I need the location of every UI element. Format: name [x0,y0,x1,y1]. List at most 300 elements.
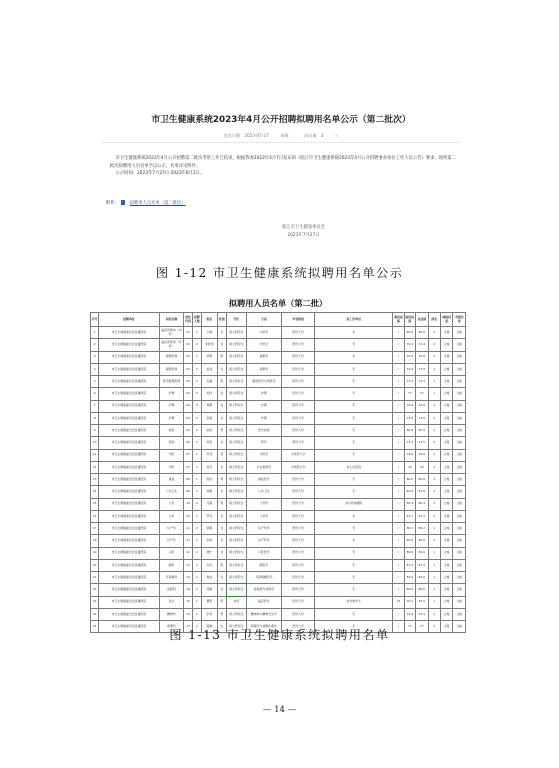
table-cell: 护理 [246,400,281,412]
table-cell: 04 [184,412,192,424]
table-cell: 1 [428,474,440,486]
table-cell: 72.4 [404,339,415,351]
table-cell: 合格 [440,474,452,486]
table-cell: 8 [91,412,99,424]
table-cell: 急诊 [159,596,184,608]
table-cell: 10 [91,437,99,449]
table-cell: 眼科 [159,559,184,571]
table-cell: 80.6 [404,474,415,486]
table-cell: 合格 [440,584,452,596]
table-cell: / [393,449,404,461]
figure-caption: 图 1-12 市卫生健康系统拟聘用名单公示 [155,266,404,280]
table-cell: 无 [315,547,393,559]
table-cell: 麻醉学 [246,363,281,375]
announcement-title: 市卫生健康系统2023年4月公开招聘拟聘用名单公示（第二批次） [151,115,411,125]
table-cell: 妇产科 [159,535,184,547]
table-cell: 1 [428,486,440,498]
table-cell: 市妇幼保健院 [315,498,393,510]
table-cell: 硕士研究生 [227,608,247,620]
table-cell: / [393,584,404,596]
table-cell: 14 [91,486,99,498]
table-cell: 医科大学 [282,327,315,339]
table-cell: 市卫生健康委员会直属医院 [99,621,159,633]
table-cell: 医科大学 [282,621,315,633]
attachment-link[interactable]: 拟聘用人员名单（第二批次） [129,201,186,206]
table-cell: 医科大学 [282,547,315,559]
table-cell: 硕士研究生 [227,498,247,510]
table-cell: 中医 [159,449,184,461]
table-cell: 女 [217,523,226,535]
table-cell: 1 [428,572,440,584]
column-header: 岗位名称 [159,313,184,327]
table-cell: 合格 [453,535,466,547]
table-cell: 1 [192,621,201,633]
announcement-panel [92,100,470,248]
table-cell: 合格 [440,339,452,351]
table-cell: 合格 [453,412,466,424]
table-cell: 2 [428,400,440,412]
table-cell: 宋雨 [202,535,218,547]
table-cell: / [393,474,404,486]
table-cell: 合格 [453,400,466,412]
table-cell: 73.5 [416,437,428,449]
table-cell: 76 [404,461,415,473]
table-cell: 16 [91,510,99,522]
table-cell: 赵丽 [202,363,218,375]
table-cell: 2 [428,437,440,449]
table-cell: 合格 [453,327,466,339]
table-cell: 女 [217,327,226,339]
table-cell: 3 [91,351,99,363]
table-cell: 1 [428,461,440,473]
table-cell: 临床医师岗（内科） [159,327,184,339]
table-cell: 2 [192,351,201,363]
table-row [91,425,466,437]
column-header: 序号 [91,313,99,327]
page-number: — 14 — [262,705,297,715]
table-cell: 12 [184,547,192,559]
table-cell: 74.0 [416,363,428,375]
table-row [91,584,466,596]
table-cell: / [393,388,404,400]
table-cell: 林晨 [202,486,218,498]
table-cell: 合格 [440,547,452,559]
table-cell: 3 [428,412,440,424]
table-cell: 2 [192,437,201,449]
column-header: 专业 [246,313,281,327]
table-cell: 硕士研究生 [227,461,247,473]
table-cell: 硕士研究生 [227,572,247,584]
table-cell: 80.2 [404,523,415,535]
table-cell: 无 [315,412,393,424]
table-cell: 01 [184,339,192,351]
table-cell: 72.9 [416,608,428,620]
table-cell: 合格 [440,449,452,461]
table-cell: 医学检验 [246,425,281,437]
table-cell: 9 [91,425,99,437]
table-cell: 合格 [453,363,466,375]
table-row [91,510,466,522]
table-row [91,388,466,400]
table-cell: 合格 [453,596,466,608]
table-cell: 硕士研究生 [227,425,247,437]
table-cell: / [393,547,404,559]
table-cell: 麻醉医师 [159,351,184,363]
table-cell: 市卫生健康委员会直属医院 [99,412,159,424]
table-cell: 护理 [159,400,184,412]
table-cell: 男 [217,351,226,363]
column-header: 招聘单位 [99,313,159,327]
table-cell: 男 [217,474,226,486]
table-cell: 合格 [453,339,466,351]
table-cell: 医科大学 [282,523,315,535]
table-cell: 07 [184,449,192,461]
table-cell: 市卫生健康委员会直属医院 [99,559,159,571]
table-cell: 市卫生健康委员会直属医院 [99,400,159,412]
table-cell: 女 [217,461,226,473]
table-cell: 药剂 [159,437,184,449]
table-cell: / [393,559,404,571]
table-cell: 5 [192,412,201,424]
table-cell: 2 [428,510,440,522]
table-cell: 市卫生健康委员会直属医院 [99,510,159,522]
table-cell: 曹阳 [202,596,218,608]
table-cell: 女 [217,339,226,351]
table-cell: 马超 [202,498,218,510]
table-cell: 20 [91,559,99,571]
table-cell: 80.4 [404,498,415,510]
table-cell: 女 [217,547,226,559]
table-cell: 合格 [440,425,452,437]
signature-block [282,224,325,240]
table-cell: 2 [91,339,99,351]
table-cell: 许杰 [202,559,218,571]
table-cell: 外科学 [246,339,281,351]
divider [102,142,460,143]
table-cell: 合格 [440,523,452,535]
table-cell: 1 [428,327,440,339]
table-row [91,351,466,363]
attachment-line [106,200,186,206]
table-cell: 无 [315,535,393,547]
table-cell: 中医 [159,461,184,473]
table-row [91,608,466,620]
table-cell: 79.8 [416,449,428,461]
table-cell: / [393,437,404,449]
announcement-paragraph: 公示时间：2023年7月27日-2023年8月2日。 [115,171,205,177]
table-cell: 儿科学 [246,510,281,522]
table-cell: 2 [192,376,201,388]
table-cell: 市卫生健康委员会直属医院 [99,572,159,584]
table-cell: 口腔 [159,547,184,559]
table-cell: 公共卫生 [246,486,281,498]
table-cell: 护理 [159,388,184,400]
table-cell: 冯涛 [202,449,218,461]
table-cell: 01 [184,327,192,339]
table-cell: 妇产科学 [246,523,281,535]
table-cell: / [393,523,404,535]
table-cell: 合格 [453,474,466,486]
table-cell: 硕士研究生 [227,523,247,535]
table-cell: 市卫生健康委员会直属医院 [99,425,159,437]
view-count: 访问量：3 [304,133,324,138]
table-cell: 医科大学 [282,400,315,412]
table-cell: 80.6 [404,327,415,339]
table-cell: 2 [428,339,440,351]
table-cell: 男 [217,559,226,571]
table-cell: 硕士研究生 [227,449,247,461]
column-header: 排名 [428,313,440,327]
table-cell: 影像医学与核医学 [246,376,281,388]
table-cell: 市卫生健康委员会直属医院 [99,461,159,473]
table-cell: 25 [91,621,99,633]
table-cell: 硕士研究生 [227,584,247,596]
table-row [91,339,466,351]
column-header: 总成绩 [416,313,428,327]
table-cell: 无 [315,400,393,412]
star-icon[interactable]: ☆ [334,133,339,138]
table-cell: 口腔医学 [246,547,281,559]
table-cell: 护理 [246,412,281,424]
table-cell: 内科学 [246,327,281,339]
table-cell: 74.8 [404,412,415,424]
table-cell: 硕士研究生 [227,363,247,375]
table-cell: 2 [192,327,201,339]
table-cell: 24 [91,608,99,620]
table-cell: 医科大学 [282,510,315,522]
table-cell: 硕士研究生 [227,376,247,388]
table-cell: 合格 [453,621,466,633]
table-cell: 无 [315,559,393,571]
table-cell: 护理 [246,388,281,400]
table-row [91,449,466,461]
table-cell: 1 [192,547,201,559]
table-cell: 5 [192,388,201,400]
table-cell: 病理科 [159,621,184,633]
table-cell: 医科大学 [282,388,315,400]
column-header: 面试成绩 [404,313,415,327]
column-header: 原工作单位 [315,313,393,327]
table-row [91,572,466,584]
table-cell: 无 [315,474,393,486]
table-cell: 硕士研究生 [227,474,247,486]
table-cell: 5 [192,400,201,412]
table-cell: 09 [184,486,192,498]
table-cell: 80.4 [416,498,428,510]
table-cell: 康复 [159,474,184,486]
table-cell: 1 [428,547,440,559]
table-cell: 合格 [440,412,452,424]
table-cell: 硕士研究生 [227,535,247,547]
table-cell: 妇产科 [159,523,184,535]
table-cell: 陈明 [202,351,218,363]
table-cell: 1 [428,425,440,437]
table-cell: 女 [217,388,226,400]
table-cell: 耳鼻喉科 [159,572,184,584]
table-cell: 女 [217,535,226,547]
table-cell: 无 [315,449,393,461]
table-cell: 11 [184,535,192,547]
table-cell: 73.5 [404,437,415,449]
table-cell: 80.6 [416,584,428,596]
table-cell: 耳鼻咽喉科学 [246,572,281,584]
table-cell: 76 [416,461,428,473]
table-cell: 80.6 [416,474,428,486]
table-cell: 合格 [453,449,466,461]
table-cell: 89.6 [416,547,428,559]
table-cell: 儿科 [159,510,184,522]
column-header: 体检结果 [440,313,452,327]
table-cell: 麻醉学 [246,351,281,363]
table-cell: 妇产科学 [246,535,281,547]
table-cell: 72.4 [404,376,415,388]
table-cell: 硕士研究生 [227,339,247,351]
column-header: 学历 [227,313,247,327]
table-cell: 市卫生健康委员会直属医院 [99,486,159,498]
table-cell: 2 [192,339,201,351]
table-cell: 6 [91,388,99,400]
table-cell: 皮肤科 [159,584,184,596]
table-cell: 合格 [440,621,452,633]
table-cell: 医科大学 [282,474,315,486]
table-cell: 医科大学 [282,339,315,351]
table-cell: 72.4 [416,376,428,388]
table-cell: 皮肤病与性病学 [246,584,281,596]
table-cell: 男 [217,608,226,620]
table-cell: 中医药大学 [282,461,315,473]
table-cell: 03 [184,376,192,388]
table-cell: 1 [428,559,440,571]
table-cell: 市卫生健康委员会直属医院 [99,449,159,461]
table-cell: 02 [184,363,192,375]
table-cell: 中医学 [246,449,281,461]
table-cell: 1 [428,376,440,388]
table-cell: 1 [428,621,440,633]
table-cell: 合格 [453,486,466,498]
table-row [91,535,466,547]
table-cell: 女 [217,400,226,412]
table-cell: 合格 [453,425,466,437]
table-cell: 无 [315,572,393,584]
table-cell: 市卫生健康委员会直属医院 [99,608,159,620]
table-cell: 市人民医院 [315,461,393,473]
table-cell: 合格 [440,572,452,584]
table-cell: 17 [91,523,99,535]
table-cell: 儿科学 [246,498,281,510]
table-cell: 男 [217,596,226,608]
table-cell: 硕士研究生 [227,327,247,339]
table-cell: 临床医师岗（外科） [159,339,184,351]
table-cell: 女 [217,412,226,424]
table-cell: 女 [217,363,226,375]
table-cell: / [393,351,404,363]
table-cell: / [393,339,404,351]
column-header: 笔试成绩 [393,313,404,327]
table-cell: / [393,486,404,498]
table-cell: 10 [184,498,192,510]
table-cell: 1 [428,608,440,620]
table-cell: 医科大学 [282,486,315,498]
table-cell: 81.8 [404,486,415,498]
table-cell: 10 [184,510,192,522]
table-cell: 合格 [453,437,466,449]
table-cell: 1 [192,572,201,584]
table-cell: 1 [428,596,440,608]
column-header: 考察结果 [453,313,466,327]
table-cell: 医科大学 [282,376,315,388]
table-cell: 梁静 [202,523,218,535]
table-cell: 市卫生健康委员会直属医院 [99,351,159,363]
table-cell: 康复医学 [246,474,281,486]
source: 来源： [280,133,293,138]
table-cell: 11 [91,449,99,461]
column-header: 岗位代码 [184,313,192,327]
table-row [91,474,466,486]
table-cell: 男 [217,498,226,510]
table-cell: 硕士研究生 [227,400,247,412]
column-header: 姓名 [202,313,218,327]
table-cell: 无 [315,510,393,522]
table-cell: 无 [315,339,393,351]
table-cell: 合格 [440,388,452,400]
table-cell: 何芳 [202,461,218,473]
table-cell: 医科大学 [282,351,315,363]
table-cell: 13 [184,572,192,584]
announcement-meta [92,133,470,139]
table-row [91,559,466,571]
table-cell: 市卫生健康委员会直属医院 [99,363,159,375]
table-cell: 04 [184,388,192,400]
table-cell: 罗佳 [202,510,218,522]
table-cell: 高远 [202,474,218,486]
table-cell: 医科大学 [282,559,315,571]
table-cell: 眼科学 [246,559,281,571]
table-cell: 80.6 [416,535,428,547]
announcement-body [110,155,458,178]
table-row [91,461,466,473]
table-cell: 硕士研究生 [227,559,247,571]
table-cell: 合格 [453,547,466,559]
table-cell: 麻醉医师 [159,363,184,375]
table-cell: 80.6 [416,327,428,339]
table-cell: 67.2 [404,510,415,522]
table-cell: 1 [192,608,201,620]
table-row [91,400,466,412]
table-cell: 无 [315,376,393,388]
table-cell: 76.2 [404,596,415,608]
table-row [91,523,466,535]
table-cell: 02 [184,351,192,363]
table-cell: 1 [192,559,201,571]
table-cell: 无 [315,327,393,339]
table-cell: 合格 [440,327,452,339]
table-cell: 合格 [453,351,466,363]
table-cell: 合格 [453,498,466,510]
table-cell: 合格 [440,486,452,498]
table-cell: 医学影像医师 [159,376,184,388]
table-cell: 女 [217,510,226,522]
table-cell: 2 [192,523,201,535]
table-cell: 87.4 [404,559,415,571]
table-row [91,376,466,388]
publish-date: 发布日期：2023-07-27 [223,133,269,138]
table-cell: 邓晓 [202,584,218,596]
table-cell: 儿科 [159,498,184,510]
table-cell: 合格 [440,351,452,363]
table-cell: 5 [91,376,99,388]
table-cell: 14 [184,584,192,596]
table-cell: 12 [91,461,99,473]
